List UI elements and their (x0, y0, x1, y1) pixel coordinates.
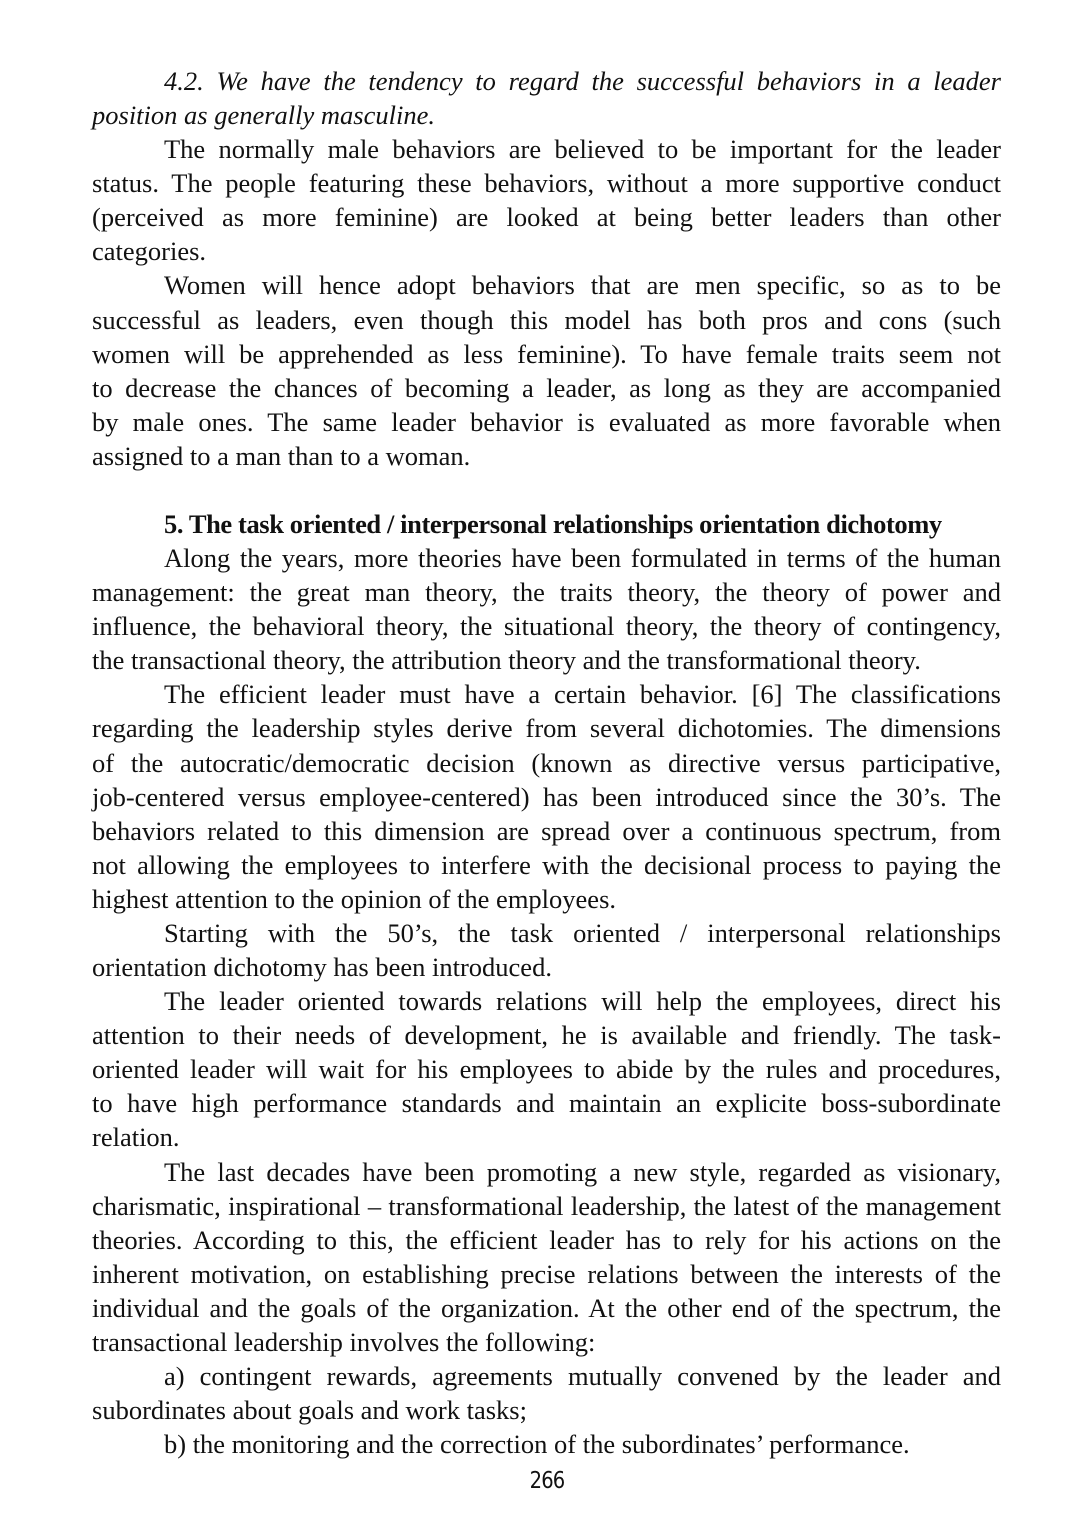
text-line: orientation dichotomy has been introduced. (92, 952, 552, 983)
paragraph (92, 677, 1001, 916)
page-number: 266 (529, 1468, 565, 1494)
text-line: not allowing the employees to interfere with the decisional process to paying the (92, 849, 1001, 880)
text-line: to have high performance standards and maintain an explicite boss-subordinate (92, 1088, 1001, 1119)
text-line: attention to their needs of development, he is available and friendly. The task- (92, 1020, 1001, 1051)
text-line: position as generally masculine. (92, 100, 435, 131)
paragraph (92, 1359, 1001, 1427)
text-line: categories. (92, 236, 207, 267)
text-line: 5. The task oriented / interpersonal relationships orientation dichotomy (164, 509, 942, 540)
text-line: 4.2. We have the tendency to regard the successful behaviors in a leader (164, 66, 1001, 96)
text-line: to decrease the chances of becoming a leader, as long as they are accompanied (92, 372, 1001, 403)
text-line: Along the years, more theories have been formulated in terms of the human (164, 543, 1001, 574)
text-line: influence, the behavioral theory, the situational theory, the theory of contingency, (92, 611, 1001, 642)
text-line: women will be apprehended as less feminine). To have female traits seem not (92, 338, 1001, 369)
text-line: inherent motivation, on establishing precise relations between the interests of the (92, 1258, 1001, 1289)
paragraph (92, 268, 1001, 472)
text-line: successful as leaders, even though this model has both pros and cons (such (92, 304, 1001, 335)
text-line: The leader oriented towards relations will help the employees, direct his (164, 986, 1001, 1017)
text-line: highest attention to the opinion of the employees. (92, 883, 617, 914)
text-line: of the autocratic/democratic decision (known as directive versus participative, (92, 747, 1001, 778)
paragraph (92, 132, 1001, 268)
paragraph (92, 541, 1001, 677)
page-body (92, 64, 1001, 1461)
text-line: behaviors related to this dimension are spread over a continuous spectrum, from (92, 815, 1001, 846)
text-line: transactional leadership involves the following: (92, 1326, 596, 1357)
text-line: status. The people featuring these behaviors, without a more supportive conduct (92, 168, 1001, 199)
text-line: job-centered versus employee-centered) has been introduced since the 30’s. The (92, 781, 1001, 812)
text-line: charismatic, inspirational – transformational leadership, the latest of the management (92, 1190, 1001, 1221)
paragraph (92, 1155, 1001, 1359)
text-line: a) contingent rewards, agreements mutually convened by the leader and (164, 1360, 1001, 1391)
text-line: by male ones. The same leader behavior is evaluated as more favorable when (92, 406, 1001, 437)
text-line: The last decades have been promoting a new style, regarded as visionary, (164, 1156, 1001, 1187)
text-line: subordinates about goals and work tasks; (92, 1395, 527, 1426)
spacer (92, 473, 1001, 507)
text-line: Starting with the 50’s, the task oriented / interpersonal relationships (164, 917, 1001, 948)
text-line: oriented leader will wait for his employees to abide by the rules and procedures, (92, 1054, 1001, 1085)
text-line: theories. According to this, the efficient leader has to rely for his actions on the (92, 1224, 1001, 1255)
text-line: The efficient leader must have a certain behavior. [6] The classifications (164, 679, 1001, 710)
text-line: Women will hence adopt behaviors that are men specific, so as to be (164, 270, 1001, 301)
text-line: regarding the leadership styles derive from several dichotomies. The dimensions (92, 713, 1001, 744)
text-line: relation. (92, 1122, 180, 1153)
text-line: management: the great man theory, the traits theory, the theory of power and (92, 577, 1001, 608)
text-line: individual and the goals of the organization. At the other end of the spectrum, the (92, 1292, 1001, 1323)
section-heading (92, 507, 1001, 541)
text-line: b) the monitoring and the correction of the subordinates’ performance. (164, 1429, 910, 1460)
text-line: The normally male behaviors are believed to be important for the leader (164, 134, 1001, 165)
paragraph (92, 916, 1001, 984)
paragraph (92, 1427, 1001, 1461)
paragraph (92, 64, 1001, 132)
text-line: assigned to a man than to a woman. (92, 440, 471, 471)
text-line: the transactional theory, the attribution theory and the transformational theory. (92, 645, 921, 676)
paragraph (92, 984, 1001, 1154)
text-line: (perceived as more feminine) are looked at being better leaders than other (92, 202, 1001, 233)
